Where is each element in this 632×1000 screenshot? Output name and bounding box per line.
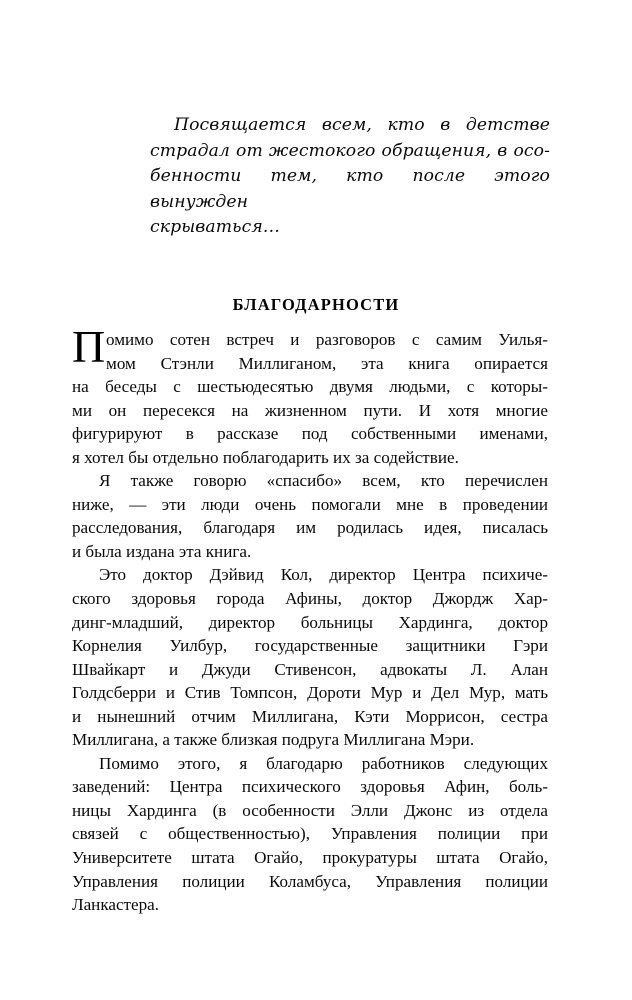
body-text-block (72, 321, 548, 917)
text-line: динг-младший, директор больницы Хардинга, доктор (72, 612, 548, 632)
text-line: омимо сотен встреч и разговоров с самим Уилья- (106, 330, 548, 349)
dedication-epigraph (150, 113, 550, 241)
paragraph-2 (72, 469, 548, 563)
text-line: заведений: Центра психического здоровья Афин, боль- (72, 777, 548, 797)
text-line: Миллигана, а также близкая подруга Миллигана Мэри. (72, 730, 475, 750)
text-line: фигурируют в рассказе под собственными именами, (72, 424, 548, 444)
text-line: на беседы с шестьюдесятью двумя людьми, с которы- (72, 377, 548, 397)
text-line: Помимо этого, я благодарю работников следующих (99, 753, 548, 773)
dedication-line: Посвящается всем, кто в детстве (174, 115, 550, 135)
dedication-line: скрываться… (150, 217, 281, 237)
text-line: Швайкарт и Джуди Стивенсон, адвокаты Л. Алан (72, 659, 548, 679)
text-line: Голдсберри и Стив Томпсон, Дороти Мур и Дел Мур, мать (72, 683, 548, 703)
text-line: ского здоровья города Афины, доктор Джордж Хар- (72, 589, 548, 609)
text-line: Я также говорю «спасибо» всем, кто перечислен (99, 471, 548, 491)
text-line: связей с общественностью), Управления полиции при (72, 824, 548, 844)
text-line: Управления полиции Коламбуса, Управления полиции (72, 871, 548, 891)
text-line: ницы Хардинга (в особенности Элли Джонс из отдела (72, 800, 548, 820)
text-line: Ланкастера. (72, 895, 160, 915)
text-line: расследования, благодаря им родилась идея, писалась (72, 518, 548, 538)
drop-cap-letter: П (72, 321, 106, 372)
text-line: Университете штата Огайо, прокуратуры штата Огайо, (72, 848, 548, 868)
dedication-line: бенности тем, кто после этого вынужден (150, 166, 550, 212)
text-line: мом Стэнли Миллиганом, эта книга опирается (106, 353, 548, 373)
text-line: ниже, — эти люди очень помогали мне в проведении (72, 494, 548, 514)
text-line: и нынешний отчим Миллигана, Кэти Моррисон, сестра (72, 706, 548, 726)
paragraph-1 (72, 321, 548, 469)
text-line: Корнелия Уилбур, государственные защитники Гэри (72, 636, 548, 656)
paragraph-3 (72, 563, 548, 751)
text-line: и была издана эта книга. (72, 541, 252, 561)
paragraph-4 (72, 752, 548, 917)
text-line: Это доктор Дэйвид Кол, директор Центра психиче- (99, 565, 548, 585)
text-line: ми он пересекся на жизненном пути. И хотя многие (72, 400, 548, 420)
section-heading: БЛАГОДАРНОСТИ (232, 295, 400, 315)
dedication-line: страдал от жестокого обращения, в осо- (150, 140, 550, 161)
text-line: я хотел бы отдельно поблагодарить их за содействие. (72, 447, 459, 467)
